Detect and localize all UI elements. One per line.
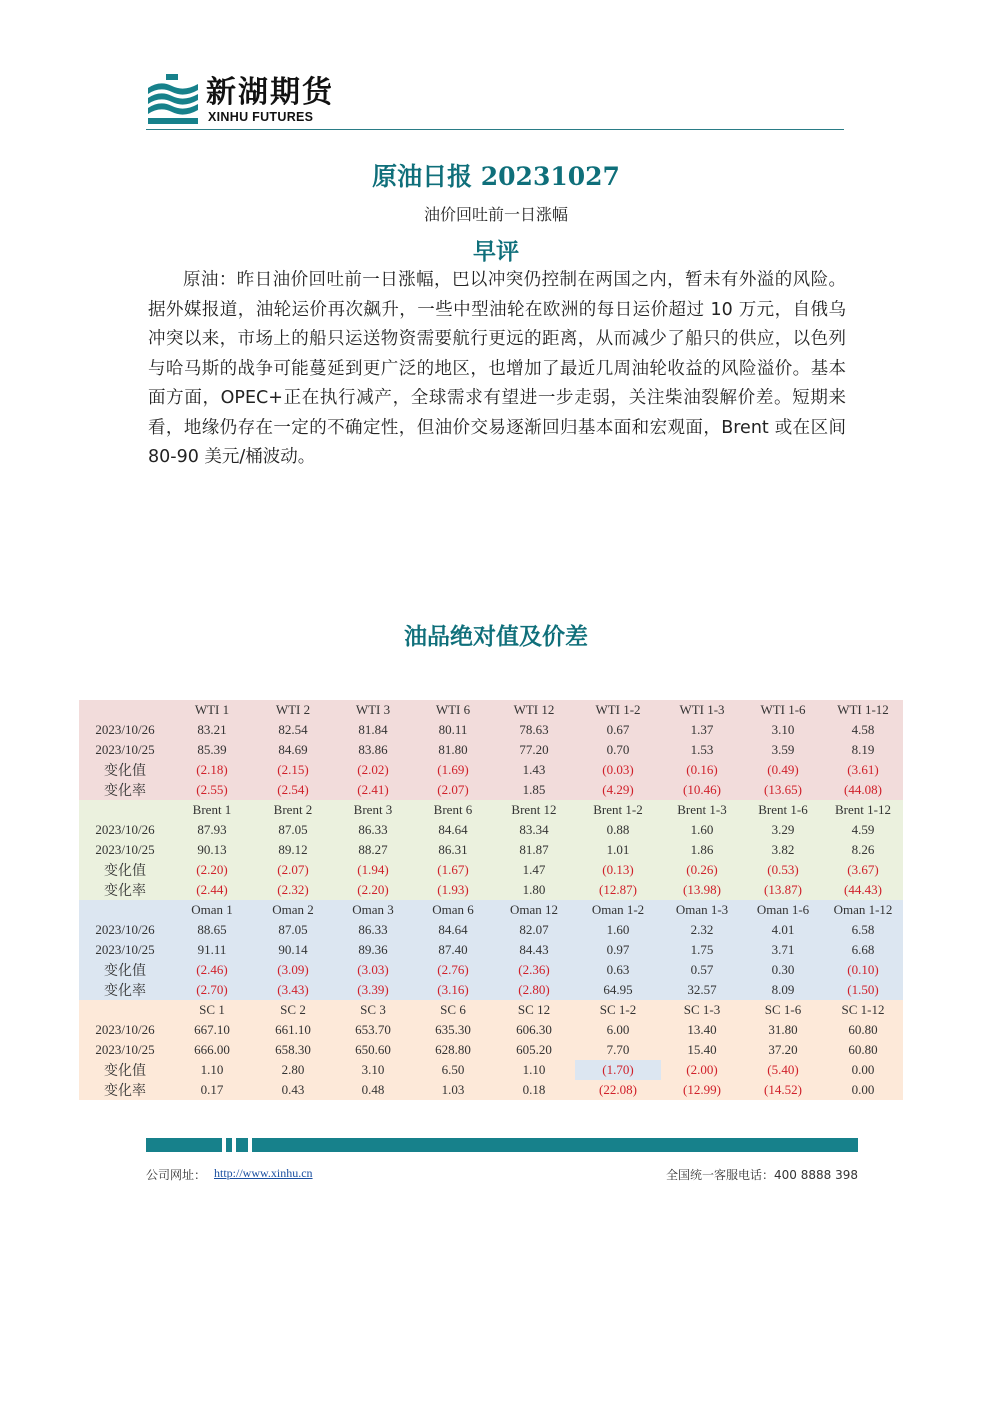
table-cell: 0.97 (575, 940, 661, 960)
table-cell: 1.10 (171, 1060, 253, 1080)
row-label: 2023/10/26 (79, 720, 171, 740)
column-header: SC 12 (493, 1000, 575, 1020)
table-cell: 0.67 (575, 720, 661, 740)
table-cell: (13.98) (661, 880, 743, 900)
table-cell: 1.85 (493, 780, 575, 800)
column-header (79, 800, 171, 820)
table-cell: (2.80) (493, 980, 575, 1000)
table-cell: (2.00) (661, 1060, 743, 1080)
table-cell: 7.70 (575, 1040, 661, 1060)
column-header: Brent 1-12 (823, 800, 903, 820)
table-cell: 88.65 (171, 920, 253, 940)
table-cell: 84.64 (413, 820, 493, 840)
table-cell: 83.21 (171, 720, 253, 740)
table-cell: 8.19 (823, 740, 903, 760)
table-cell: 6.58 (823, 920, 903, 940)
table-cell: 0.70 (575, 740, 661, 760)
table-header-row (79, 1000, 903, 1020)
table-cell: 3.29 (743, 820, 823, 840)
row-label: 变化率 (79, 980, 171, 1000)
table-cell: (13.87) (743, 880, 823, 900)
table-row (79, 1060, 903, 1080)
table-cell: 32.57 (661, 980, 743, 1000)
table-row (79, 960, 903, 980)
table-cell: 3.71 (743, 940, 823, 960)
column-header: WTI 1-12 (823, 700, 903, 720)
table-cell: 6.00 (575, 1020, 661, 1040)
table-cell: 0.00 (823, 1060, 903, 1080)
table-cell: 87.40 (413, 940, 493, 960)
footer-url-label: 公司网址： (146, 1168, 207, 1182)
table-cell: (1.50) (823, 980, 903, 1000)
morning-review-text: 原油：昨日油价回吐前一日涨幅，巴以冲突仍控制在两国之内，暂未有外溢的风险。据外媒报道，油轮运价再次飙升，一些中型油轮在欧洲的每日运价超过 10 万元，自俄乌冲突以来，市场上的船只运送物资需要航行更远的距离，从而减少了船只的供应，以色列与哈马斯的战争可能蔓延到更广泛的地区，也增加了最近几周油轮收益的风险溢价。基本面方面，OPEC+正在执行减产，全球需求有望进一步走弱，关注柴油裂解价差。短期来看，地缘仍存在一定的不确定性，但油价交易逐渐回归基本面和宏观面，Brent 或在区间 80-90 美元/桶波动。 (148, 270, 846, 467)
table-cell: (4.29) (575, 780, 661, 800)
table-row (79, 880, 903, 900)
table-cell: 83.34 (493, 820, 575, 840)
table-cell: 0.57 (661, 960, 743, 980)
table-cell: (0.13) (575, 860, 661, 880)
table-cell: 2.32 (661, 920, 743, 940)
row-label: 2023/10/25 (79, 840, 171, 860)
table-row (79, 1020, 903, 1040)
table-cell: 81.80 (413, 740, 493, 760)
table-cell: 90.13 (171, 840, 253, 860)
table-cell: 4.59 (823, 820, 903, 840)
table-cell: (2.70) (171, 980, 253, 1000)
table-cell: 13.40 (661, 1020, 743, 1040)
table-cell: 8.26 (823, 840, 903, 860)
table-cell: 1.60 (575, 920, 661, 940)
company-name-cn: 新湖期货 (206, 75, 334, 110)
table-cell: (0.10) (823, 960, 903, 980)
table-cell: (2.32) (253, 880, 333, 900)
column-header: Oman 3 (333, 900, 413, 920)
table-cell: (3.09) (253, 960, 333, 980)
table-cell: (0.16) (661, 760, 743, 780)
table-row (79, 860, 903, 880)
column-header: Brent 1 (171, 800, 253, 820)
table-cell: (0.03) (575, 760, 661, 780)
table-cell: 2.80 (253, 1060, 333, 1080)
table-cell: (3.03) (333, 960, 413, 980)
column-header: Oman 6 (413, 900, 493, 920)
table-cell: 1.10 (493, 1060, 575, 1080)
column-header: SC 1-3 (661, 1000, 743, 1020)
column-header: Brent 6 (413, 800, 493, 820)
table-title: 油品绝对值及价差 (404, 623, 588, 650)
section-title-morning-review: 早评 (473, 238, 519, 265)
column-header: Oman 1 (171, 900, 253, 920)
table-cell: 606.30 (493, 1020, 575, 1040)
table-cell: 0.18 (493, 1080, 575, 1100)
table-cell: (1.70) (575, 1060, 661, 1080)
table-header-row (79, 900, 903, 920)
table-cell: (3.16) (413, 980, 493, 1000)
table-cell: 84.64 (413, 920, 493, 940)
table-cell: (2.55) (171, 780, 253, 800)
table-cell: (2.54) (253, 780, 333, 800)
row-label: 变化率 (79, 780, 171, 800)
row-label: 变化值 (79, 960, 171, 980)
table-cell: (2.36) (493, 960, 575, 980)
table-header-row (79, 700, 903, 720)
table-cell: 86.33 (333, 920, 413, 940)
company-website-link[interactable]: http://www.xinhu.cn (214, 1166, 313, 1180)
table-cell: (2.07) (413, 780, 493, 800)
table-cell: (2.02) (333, 760, 413, 780)
table-cell: (14.52) (743, 1080, 823, 1100)
table-cell: (3.61) (823, 760, 903, 780)
row-label: 2023/10/25 (79, 1040, 171, 1060)
table-cell: (0.49) (743, 760, 823, 780)
table-cell: 31.80 (743, 1020, 823, 1040)
table-cell: 84.69 (253, 740, 333, 760)
table-cell: 64.95 (575, 980, 661, 1000)
table-cell: 85.39 (171, 740, 253, 760)
column-header: WTI 1-2 (575, 700, 661, 720)
column-header: Brent 3 (333, 800, 413, 820)
table-cell: 81.87 (493, 840, 575, 860)
footer-service-phone: 全国统一客服电话：400 8888 398 (666, 1168, 858, 1182)
column-header: Brent 12 (493, 800, 575, 820)
table-cell: 661.10 (253, 1020, 333, 1040)
column-header: WTI 1-6 (743, 700, 823, 720)
footer-bar (146, 1138, 858, 1152)
column-header: Oman 1-12 (823, 900, 903, 920)
table-cell: 0.88 (575, 820, 661, 840)
column-header: WTI 1 (171, 700, 253, 720)
table-cell: (44.08) (823, 780, 903, 800)
table-row (79, 760, 903, 780)
table-cell: 1.53 (661, 740, 743, 760)
table-cell: (22.08) (575, 1080, 661, 1100)
table-cell: 83.86 (333, 740, 413, 760)
table-cell: 6.50 (413, 1060, 493, 1080)
table-cell: 3.10 (743, 720, 823, 740)
column-header: Brent 1-3 (661, 800, 743, 820)
table-row (79, 920, 903, 940)
table-cell: 37.20 (743, 1040, 823, 1060)
table-cell: 80.11 (413, 720, 493, 740)
table-cell: (2.76) (413, 960, 493, 980)
table-cell: 1.03 (413, 1080, 493, 1100)
table-cell: 1.47 (493, 860, 575, 880)
table-cell: 1.37 (661, 720, 743, 740)
row-label: 2023/10/26 (79, 920, 171, 940)
table-cell: (3.67) (823, 860, 903, 880)
table-cell: 3.10 (333, 1060, 413, 1080)
column-header: Brent 1-2 (575, 800, 661, 820)
row-label: 变化值 (79, 760, 171, 780)
table-cell: 667.10 (171, 1020, 253, 1040)
row-label: 变化率 (79, 1080, 171, 1100)
table-cell: (2.18) (171, 760, 253, 780)
table-cell: (3.39) (333, 980, 413, 1000)
table-header-row (79, 800, 903, 820)
column-header: Oman 1-6 (743, 900, 823, 920)
table-cell: (2.44) (171, 880, 253, 900)
row-label: 变化值 (79, 1060, 171, 1080)
table-cell: 87.05 (253, 820, 333, 840)
table-cell: 635.30 (413, 1020, 493, 1040)
table-cell: 60.80 (823, 1020, 903, 1040)
column-header: WTI 6 (413, 700, 493, 720)
table-row (79, 840, 903, 860)
row-label: 2023/10/25 (79, 940, 171, 960)
company-name-en: XINHU FUTURES (208, 110, 314, 124)
table-cell: (5.40) (743, 1060, 823, 1080)
table-cell: 77.20 (493, 740, 575, 760)
row-label: 2023/10/26 (79, 1020, 171, 1040)
report-title: 原油日报 20231027 (372, 162, 620, 191)
column-header: Oman 2 (253, 900, 333, 920)
table-row (79, 940, 903, 960)
table-cell: 15.40 (661, 1040, 743, 1060)
table-cell: (44.43) (823, 880, 903, 900)
table-cell: 6.68 (823, 940, 903, 960)
column-header: SC 6 (413, 1000, 493, 1020)
table-cell: (2.46) (171, 960, 253, 980)
table-cell: (1.67) (413, 860, 493, 880)
column-header: Brent 1-6 (743, 800, 823, 820)
table-cell: 0.30 (743, 960, 823, 980)
table-cell: 4.58 (823, 720, 903, 740)
table-cell: (1.94) (333, 860, 413, 880)
column-header: Brent 2 (253, 800, 333, 820)
table-cell: 89.36 (333, 940, 413, 960)
table-row (79, 1080, 903, 1100)
column-header: SC 1-12 (823, 1000, 903, 1020)
oil-price-table (79, 700, 903, 1100)
table-row (79, 740, 903, 760)
wave-stripes-logo-icon (146, 74, 200, 126)
column-header: WTI 3 (333, 700, 413, 720)
table-cell: 4.01 (743, 920, 823, 940)
company-logo (146, 74, 346, 126)
column-header: Oman 1-3 (661, 900, 743, 920)
column-header: Oman 1-2 (575, 900, 661, 920)
table-cell: (0.26) (661, 860, 743, 880)
table-cell: 60.80 (823, 1040, 903, 1060)
table-cell: 84.43 (493, 940, 575, 960)
report-subtitle: 油价回吐前一日涨幅 (423, 205, 568, 224)
column-header (79, 1000, 171, 1020)
row-label: 2023/10/26 (79, 820, 171, 840)
table-cell: 81.84 (333, 720, 413, 740)
table-cell: (13.65) (743, 780, 823, 800)
table-cell: (12.99) (661, 1080, 743, 1100)
column-header (79, 700, 171, 720)
table-row (79, 720, 903, 740)
column-header: SC 3 (333, 1000, 413, 1020)
table-cell: (2.20) (333, 880, 413, 900)
table-cell: 87.05 (253, 920, 333, 940)
table-row (79, 980, 903, 1000)
table-cell: 653.70 (333, 1020, 413, 1040)
table-cell: 3.82 (743, 840, 823, 860)
table-cell: 82.07 (493, 920, 575, 940)
column-header: SC 2 (253, 1000, 333, 1020)
table-cell: 78.63 (493, 720, 575, 740)
table-cell: 87.93 (171, 820, 253, 840)
table-cell: 0.00 (823, 1080, 903, 1100)
table-row (79, 1040, 903, 1060)
table-cell: (1.93) (413, 880, 493, 900)
table-cell: 0.17 (171, 1080, 253, 1100)
table-row (79, 780, 903, 800)
table-cell: (2.41) (333, 780, 413, 800)
table-cell: (3.43) (253, 980, 333, 1000)
column-header: SC 1-6 (743, 1000, 823, 1020)
table-cell: 1.75 (661, 940, 743, 960)
table-cell: 91.11 (171, 940, 253, 960)
column-header: Oman 12 (493, 900, 575, 920)
table-row (79, 820, 903, 840)
column-header: SC 1-2 (575, 1000, 661, 1020)
table-cell: (1.69) (413, 760, 493, 780)
table-cell: 89.12 (253, 840, 333, 860)
table-cell: 1.01 (575, 840, 661, 860)
table-cell: (12.87) (575, 880, 661, 900)
table-cell: 1.60 (661, 820, 743, 840)
row-label: 变化率 (79, 880, 171, 900)
header-divider (146, 129, 844, 130)
table-cell: 3.59 (743, 740, 823, 760)
table-cell: 666.00 (171, 1040, 253, 1060)
table-cell: (10.46) (661, 780, 743, 800)
row-label: 2023/10/25 (79, 740, 171, 760)
column-header: WTI 2 (253, 700, 333, 720)
table-cell: 86.31 (413, 840, 493, 860)
table-cell: 650.60 (333, 1040, 413, 1060)
table-cell: 1.80 (493, 880, 575, 900)
table-cell: 0.63 (575, 960, 661, 980)
table-cell: 86.33 (333, 820, 413, 840)
table-cell: 1.86 (661, 840, 743, 860)
column-header: SC 1 (171, 1000, 253, 1020)
table-cell: 82.54 (253, 720, 333, 740)
row-label: 变化值 (79, 860, 171, 880)
table-cell: 90.14 (253, 940, 333, 960)
table-cell: 658.30 (253, 1040, 333, 1060)
table-cell: 628.80 (413, 1040, 493, 1060)
table-cell: (0.53) (743, 860, 823, 880)
table-cell: (2.07) (253, 860, 333, 880)
table-cell: 88.27 (333, 840, 413, 860)
column-header (79, 900, 171, 920)
table-cell: (2.15) (253, 760, 333, 780)
table-cell: 0.43 (253, 1080, 333, 1100)
table-cell: (2.20) (171, 860, 253, 880)
table-cell: 8.09 (743, 980, 823, 1000)
table-cell: 1.43 (493, 760, 575, 780)
column-header: WTI 1-3 (661, 700, 743, 720)
table-cell: 0.48 (333, 1080, 413, 1100)
column-header: WTI 12 (493, 700, 575, 720)
table-cell: 605.20 (493, 1040, 575, 1060)
